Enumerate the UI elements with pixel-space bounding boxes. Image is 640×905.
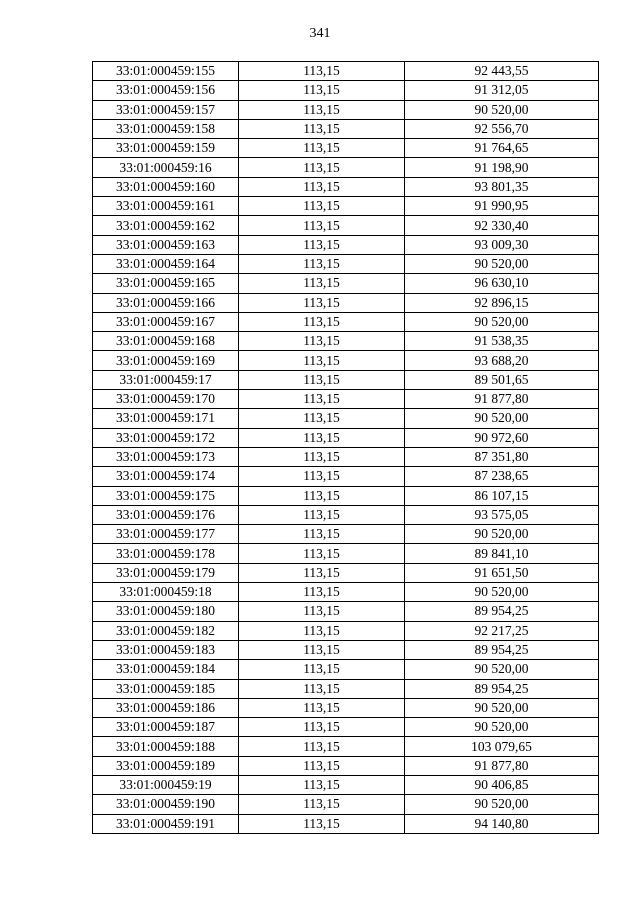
table-row — [93, 235, 599, 254]
rate-cell: 113,15 — [239, 428, 405, 447]
cadastral-number-cell: 33:01:000459:174 — [93, 467, 239, 486]
table-row — [93, 312, 599, 331]
cadastral-number-cell: 33:01:000459:188 — [93, 737, 239, 756]
rate-cell: 113,15 — [239, 370, 405, 389]
value-cell: 90 406,85 — [405, 775, 599, 794]
cadastral-number-cell: 33:01:000459:158 — [93, 119, 239, 138]
cadastral-number-cell: 33:01:000459:175 — [93, 486, 239, 505]
value-cell: 94 140,80 — [405, 814, 599, 833]
rate-cell: 113,15 — [239, 698, 405, 717]
cadastral-number-cell: 33:01:000459:19 — [93, 775, 239, 794]
cadastral-number-cell: 33:01:000459:16 — [93, 158, 239, 177]
table-row — [93, 254, 599, 273]
table-row — [93, 814, 599, 833]
cadastral-number-cell: 33:01:000459:171 — [93, 409, 239, 428]
table-row — [93, 293, 599, 312]
table-row — [93, 602, 599, 621]
table-row — [93, 544, 599, 563]
value-cell: 91 877,80 — [405, 756, 599, 775]
cadastral-number-cell: 33:01:000459:186 — [93, 698, 239, 717]
value-cell: 91 877,80 — [405, 390, 599, 409]
rate-cell: 113,15 — [239, 602, 405, 621]
value-cell: 96 630,10 — [405, 274, 599, 293]
cadastral-number-cell: 33:01:000459:160 — [93, 177, 239, 196]
table-row — [93, 370, 599, 389]
value-cell: 90 520,00 — [405, 254, 599, 273]
value-cell: 90 520,00 — [405, 312, 599, 331]
rate-cell: 113,15 — [239, 62, 405, 81]
value-cell: 90 520,00 — [405, 718, 599, 737]
cadastral-number-cell: 33:01:000459:190 — [93, 795, 239, 814]
value-cell: 103 079,65 — [405, 737, 599, 756]
value-cell: 92 896,15 — [405, 293, 599, 312]
table-row — [93, 467, 599, 486]
table-row — [93, 621, 599, 640]
value-cell: 91 198,90 — [405, 158, 599, 177]
table-row — [93, 81, 599, 100]
rate-cell: 113,15 — [239, 119, 405, 138]
cadastral-number-cell: 33:01:000459:159 — [93, 139, 239, 158]
rate-cell: 113,15 — [239, 81, 405, 100]
value-cell: 91 764,65 — [405, 139, 599, 158]
cadastral-number-cell: 33:01:000459:172 — [93, 428, 239, 447]
table-row — [93, 505, 599, 524]
value-cell: 90 520,00 — [405, 525, 599, 544]
value-cell: 93 688,20 — [405, 351, 599, 370]
table-row — [93, 428, 599, 447]
cadastral-number-cell: 33:01:000459:176 — [93, 505, 239, 524]
rate-cell: 113,15 — [239, 814, 405, 833]
table-row — [93, 274, 599, 293]
value-cell: 90 972,60 — [405, 428, 599, 447]
value-cell: 90 520,00 — [405, 100, 599, 119]
rate-cell: 113,15 — [239, 254, 405, 273]
table-row — [93, 718, 599, 737]
value-cell: 90 520,00 — [405, 795, 599, 814]
value-cell: 87 238,65 — [405, 467, 599, 486]
value-cell: 89 954,25 — [405, 679, 599, 698]
table-row — [93, 775, 599, 794]
table-row — [93, 756, 599, 775]
rate-cell: 113,15 — [239, 235, 405, 254]
table-row — [93, 100, 599, 119]
cadastral-number-cell: 33:01:000459:178 — [93, 544, 239, 563]
rate-cell: 113,15 — [239, 486, 405, 505]
value-cell: 91 651,50 — [405, 563, 599, 582]
rate-cell: 113,15 — [239, 312, 405, 331]
rate-cell: 113,15 — [239, 158, 405, 177]
cadastral-number-cell: 33:01:000459:189 — [93, 756, 239, 775]
rate-cell: 113,15 — [239, 274, 405, 293]
cadastral-number-cell: 33:01:000459:163 — [93, 235, 239, 254]
rate-cell: 113,15 — [239, 795, 405, 814]
rate-cell: 113,15 — [239, 505, 405, 524]
rate-cell: 113,15 — [239, 737, 405, 756]
cadastral-number-cell: 33:01:000459:177 — [93, 525, 239, 544]
cadastral-number-cell: 33:01:000459:156 — [93, 81, 239, 100]
cadastral-number-cell: 33:01:000459:164 — [93, 254, 239, 273]
rate-cell: 113,15 — [239, 390, 405, 409]
cadastral-number-cell: 33:01:000459:161 — [93, 197, 239, 216]
value-cell: 87 351,80 — [405, 447, 599, 466]
rate-cell: 113,15 — [239, 351, 405, 370]
table-row — [93, 640, 599, 659]
value-cell: 86 107,15 — [405, 486, 599, 505]
cadastral-number-cell: 33:01:000459:169 — [93, 351, 239, 370]
cadastral-number-cell: 33:01:000459:167 — [93, 312, 239, 331]
rate-cell: 113,15 — [239, 660, 405, 679]
value-cell: 91 538,35 — [405, 332, 599, 351]
table-row — [93, 177, 599, 196]
table-row — [93, 351, 599, 370]
value-cell: 93 009,30 — [405, 235, 599, 254]
table-body — [93, 62, 599, 834]
rate-cell: 113,15 — [239, 100, 405, 119]
table-row — [93, 698, 599, 717]
cadastral-number-cell: 33:01:000459:182 — [93, 621, 239, 640]
table-row — [93, 447, 599, 466]
table-row — [93, 216, 599, 235]
table-row — [93, 119, 599, 138]
table-row — [93, 390, 599, 409]
value-cell: 92 443,55 — [405, 62, 599, 81]
cadastral-number-cell: 33:01:000459:185 — [93, 679, 239, 698]
rate-cell: 113,15 — [239, 621, 405, 640]
rate-cell: 113,15 — [239, 640, 405, 659]
rate-cell: 113,15 — [239, 293, 405, 312]
value-cell: 93 801,35 — [405, 177, 599, 196]
table-row — [93, 332, 599, 351]
value-cell: 92 330,40 — [405, 216, 599, 235]
cadastral-number-cell: 33:01:000459:162 — [93, 216, 239, 235]
cadastral-value-table — [92, 61, 599, 834]
rate-cell: 113,15 — [239, 447, 405, 466]
cadastral-number-cell: 33:01:000459:173 — [93, 447, 239, 466]
rate-cell: 113,15 — [239, 563, 405, 582]
cadastral-number-cell: 33:01:000459:18 — [93, 583, 239, 602]
table-row — [93, 660, 599, 679]
table-row — [93, 795, 599, 814]
rate-cell: 113,15 — [239, 756, 405, 775]
value-cell: 90 520,00 — [405, 698, 599, 717]
table-row — [93, 409, 599, 428]
rate-cell: 113,15 — [239, 583, 405, 602]
cadastral-number-cell: 33:01:000459:187 — [93, 718, 239, 737]
rate-cell: 113,15 — [239, 525, 405, 544]
value-cell: 89 954,25 — [405, 640, 599, 659]
cadastral-number-cell: 33:01:000459:165 — [93, 274, 239, 293]
value-cell: 93 575,05 — [405, 505, 599, 524]
table-row — [93, 737, 599, 756]
cadastral-number-cell: 33:01:000459:157 — [93, 100, 239, 119]
rate-cell: 113,15 — [239, 216, 405, 235]
value-cell: 91 312,05 — [405, 81, 599, 100]
cadastral-number-cell: 33:01:000459:180 — [93, 602, 239, 621]
cadastral-number-cell: 33:01:000459:179 — [93, 563, 239, 582]
cadastral-number-cell: 33:01:000459:170 — [93, 390, 239, 409]
cadastral-number-cell: 33:01:000459:191 — [93, 814, 239, 833]
rate-cell: 113,15 — [239, 409, 405, 428]
cadastral-number-cell: 33:01:000459:184 — [93, 660, 239, 679]
rate-cell: 113,15 — [239, 197, 405, 216]
value-cell: 90 520,00 — [405, 583, 599, 602]
rate-cell: 113,15 — [239, 679, 405, 698]
cadastral-number-cell: 33:01:000459:17 — [93, 370, 239, 389]
rate-cell: 113,15 — [239, 775, 405, 794]
rate-cell: 113,15 — [239, 718, 405, 737]
table-row — [93, 525, 599, 544]
value-cell: 92 217,25 — [405, 621, 599, 640]
table-row — [93, 62, 599, 81]
value-cell: 89 501,65 — [405, 370, 599, 389]
rate-cell: 113,15 — [239, 139, 405, 158]
value-cell: 90 520,00 — [405, 660, 599, 679]
table-row — [93, 563, 599, 582]
value-cell: 92 556,70 — [405, 119, 599, 138]
page-number: 341 — [309, 26, 331, 41]
value-cell: 89 954,25 — [405, 602, 599, 621]
rate-cell: 113,15 — [239, 177, 405, 196]
table-row — [93, 486, 599, 505]
table-row — [93, 158, 599, 177]
rate-cell: 113,15 — [239, 467, 405, 486]
table-row — [93, 197, 599, 216]
cadastral-number-cell: 33:01:000459:166 — [93, 293, 239, 312]
value-cell: 89 841,10 — [405, 544, 599, 563]
table-row — [93, 679, 599, 698]
value-cell: 91 990,95 — [405, 197, 599, 216]
value-cell: 90 520,00 — [405, 409, 599, 428]
rate-cell: 113,15 — [239, 544, 405, 563]
cadastral-number-cell: 33:01:000459:168 — [93, 332, 239, 351]
rate-cell: 113,15 — [239, 332, 405, 351]
table-row — [93, 583, 599, 602]
cadastral-number-cell: 33:01:000459:155 — [93, 62, 239, 81]
cadastral-number-cell: 33:01:000459:183 — [93, 640, 239, 659]
table-row — [93, 139, 599, 158]
